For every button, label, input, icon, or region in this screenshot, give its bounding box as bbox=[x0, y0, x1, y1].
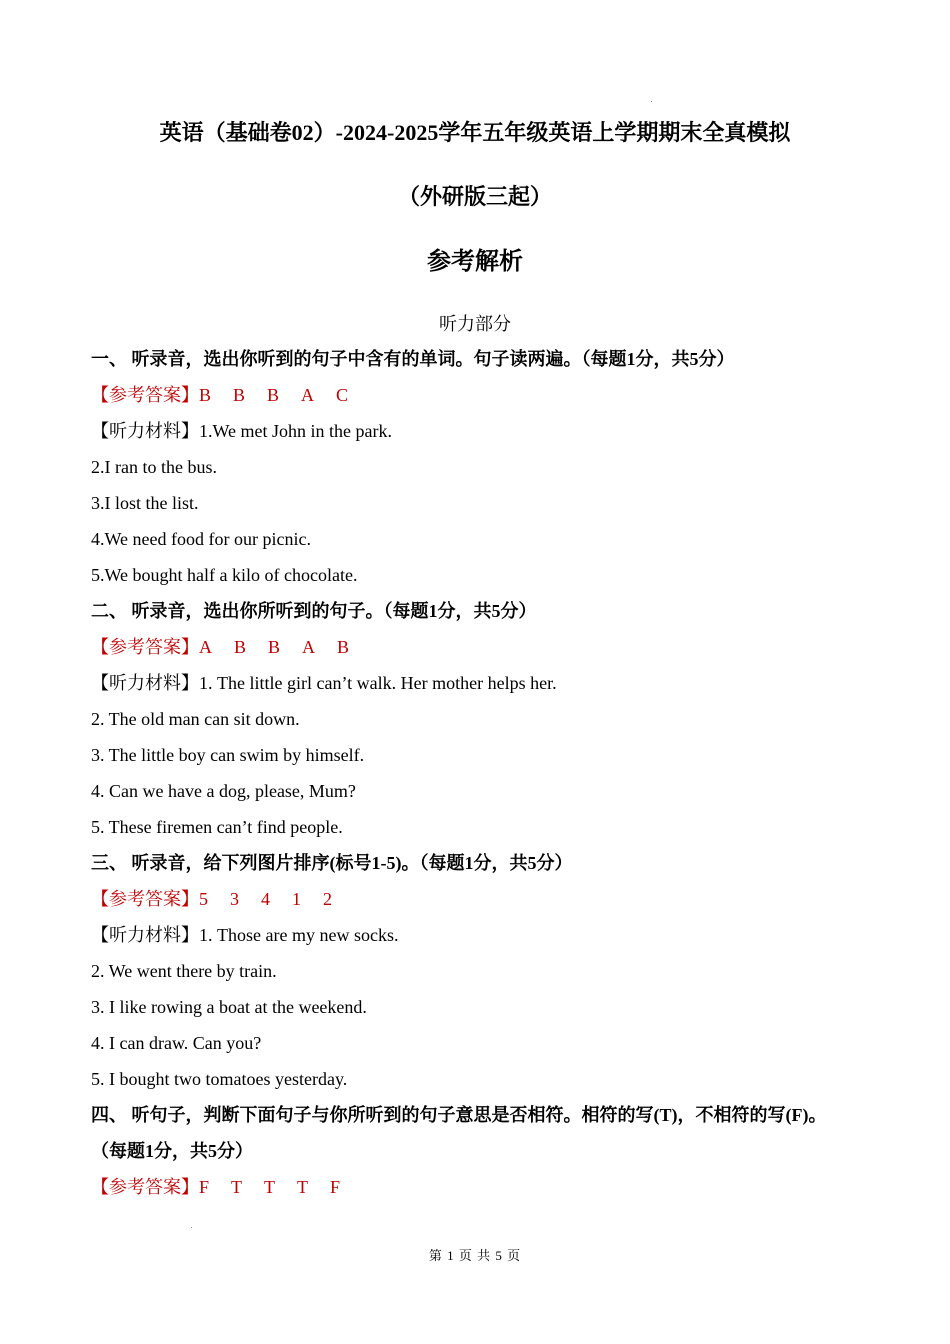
material-line: 4. I can draw. Can you? bbox=[91, 1033, 262, 1053]
speck bbox=[191, 1227, 192, 1228]
answer-value: B bbox=[268, 637, 281, 657]
material-line: 4. Can we have a dog, please, Mum? bbox=[91, 781, 356, 801]
answer-value: 2 bbox=[323, 889, 332, 909]
answer-line-3 bbox=[91, 881, 851, 917]
material-line: 3. The little boy can swim by himself. bbox=[91, 745, 365, 765]
answer-label: 【参考答案】 bbox=[91, 889, 199, 909]
answer-label: 【参考答案】 bbox=[91, 385, 199, 405]
speck bbox=[651, 101, 652, 102]
material-line: 2.I ran to the bus. bbox=[91, 457, 217, 477]
answer-value: 1 bbox=[292, 889, 301, 909]
question-heading-3: 三、 听录音，给下列图片排序(标号1-5)。（每题1分，共5分） bbox=[91, 853, 573, 873]
material-line: 5.We bought half a kilo of chocolate. bbox=[91, 565, 358, 585]
material-line: 5. These firemen can’t find people. bbox=[91, 817, 343, 837]
material-text: 1. Those are my new socks. bbox=[199, 925, 399, 945]
answer-value: B bbox=[234, 637, 247, 657]
question-heading-1: 一、 听录音，选出你听到的句子中含有的单词。句子读两遍。（每题1分，共5分） bbox=[91, 349, 735, 369]
question-heading-4: 四、 听句子，判断下面句子与你所听到的句子意思是否相符。相符的写(T)，不相符的写(F)。（每题1分，共5分） bbox=[91, 1105, 827, 1161]
document-heading: 参考解析 bbox=[427, 249, 523, 275]
answer-value: F bbox=[199, 1177, 210, 1197]
section-listening: 听力部分 bbox=[439, 314, 511, 334]
answer-value: B bbox=[199, 385, 212, 405]
material-label: 【听力材料】 bbox=[91, 925, 199, 945]
answer-value: T bbox=[264, 1177, 276, 1197]
content-body bbox=[91, 341, 851, 1205]
answer-value: C bbox=[336, 385, 349, 405]
material-text: 1. The little girl can’t walk. Her mother helps her. bbox=[199, 673, 557, 693]
answer-value: T bbox=[297, 1177, 309, 1197]
answer-value: 4 bbox=[261, 889, 270, 909]
answer-value: F bbox=[330, 1177, 341, 1197]
material-line: 4.We need food for our picnic. bbox=[91, 529, 311, 549]
question-heading-2: 二、 听录音，选出你所听到的句子。（每题1分，共5分） bbox=[91, 601, 537, 621]
material-line bbox=[91, 917, 851, 953]
answer-label: 【参考答案】 bbox=[91, 637, 199, 657]
material-line bbox=[91, 413, 851, 449]
material-label: 【听力材料】 bbox=[91, 673, 199, 693]
answer-value: 5 bbox=[199, 889, 208, 909]
answer-line-2 bbox=[91, 629, 851, 665]
material-line: 3.I lost the list. bbox=[91, 493, 199, 513]
material-line: 3. I like rowing a boat at the weekend. bbox=[91, 997, 367, 1017]
material-line: 2. The old man can sit down. bbox=[91, 709, 300, 729]
answer-label: 【参考答案】 bbox=[91, 1177, 199, 1197]
answer-value: B bbox=[233, 385, 246, 405]
answer-value: A bbox=[301, 385, 315, 405]
material-line: 2. We went there by train. bbox=[91, 961, 277, 981]
answer-value: B bbox=[337, 637, 350, 657]
document-subtitle: （外研版三起） bbox=[397, 184, 552, 209]
answer-line-4 bbox=[91, 1169, 851, 1205]
answer-line-1 bbox=[91, 377, 851, 413]
answer-value: B bbox=[267, 385, 280, 405]
material-line bbox=[91, 665, 851, 701]
answer-value: A bbox=[199, 637, 212, 657]
material-text: 1.We met John in the park. bbox=[199, 421, 393, 441]
page-footer: 第 1 页 共 5 页 bbox=[428, 1248, 522, 1263]
answer-value: 3 bbox=[230, 889, 239, 909]
answer-value: T bbox=[231, 1177, 243, 1197]
answer-value: A bbox=[302, 637, 316, 657]
document-title: 英语（基础卷02）-2024-2025学年五年级英语上学期期末全真模拟 bbox=[159, 120, 791, 145]
material-line: 5. I bought two tomatoes yesterday. bbox=[91, 1069, 348, 1089]
material-label: 【听力材料】 bbox=[91, 421, 199, 441]
